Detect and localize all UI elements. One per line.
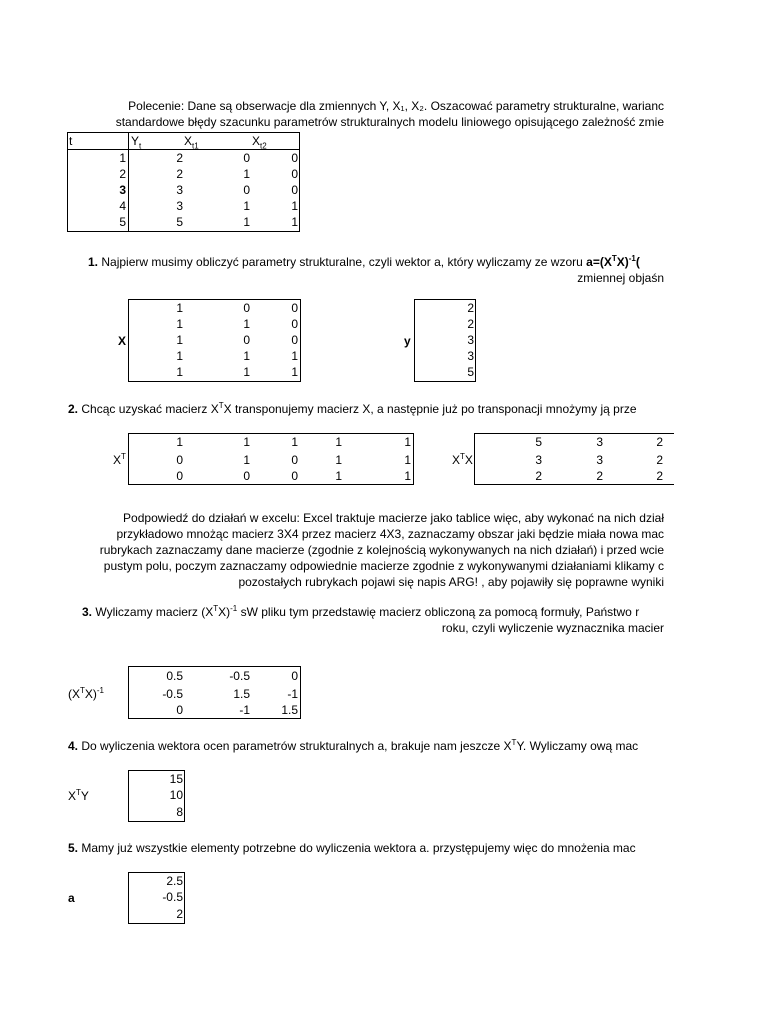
matrix-xt-cell: 1 — [335, 453, 342, 467]
table-cell: 5 — [119, 215, 126, 229]
matrix-xt-cell: 1 — [335, 435, 342, 449]
table-cell: 3 — [176, 199, 183, 213]
table-cell: 1 — [243, 215, 250, 229]
intro-line-2: standardowe błędy szacunku parametrów strukturalnych modelu liniowego opisującego zależność zmie — [115, 115, 664, 129]
step-2-text: 2. Chcąc uzyskać macierz $X^TX$ transponujemy macierz X, a następnie już po transponacji mnożymy ją prze — [68, 401, 637, 416]
vector-a-cell: 2.5 — [166, 874, 183, 888]
vector-xty-cell: 10 — [169, 788, 183, 802]
matrix-x-cell: 1 — [243, 365, 250, 379]
vector-xty-label: $X^TY$ — [68, 788, 89, 803]
matrix-x-cell: 1 — [243, 349, 250, 363]
table-cell: 1 — [119, 151, 126, 165]
table-cell: 0 — [243, 183, 250, 197]
table-cell: 1 — [243, 167, 250, 181]
hint-line-4: pustym polu, poczym zaznaczamy odpowiednie macierze zgodnie z wykonywanymi działaniami klikamy c — [103, 559, 664, 573]
matrix-x-cell: 1 — [176, 365, 183, 379]
matrix-inverse-cell: 0.5 — [166, 669, 183, 683]
step-4-text: 4. Do wyliczenia wektora ocen parametrów strukturalnych a, brakuje nam jeszcze $X^TY$. Wyliczamy ową mac — [68, 738, 639, 753]
table-column-divider — [128, 132, 129, 232]
matrix-x-cell: 1 — [291, 349, 298, 363]
hint-line-5: pozostałych rubrykach pojawi się napis ARG! , aby pojawiły się poprawne wyniki — [238, 575, 664, 589]
table-cell: 4 — [119, 199, 126, 213]
matrix-xt-cell: 1 — [404, 453, 411, 467]
matrix-x-cell: 0 — [243, 333, 250, 347]
vector-a-label: a — [68, 891, 75, 905]
vector-y-label: y — [404, 334, 411, 348]
matrix-xtx-cell: 2 — [596, 469, 603, 483]
intro-line-1: Polecenie: Dane są obserwacje dla zmiennych Y, X₁, X₂. Oszacować parametry strukturalne, warianc — [128, 99, 664, 113]
matrix-xtx-cell: 2 — [656, 469, 663, 483]
matrix-xtx-cell: 2 — [656, 435, 663, 449]
matrix-inverse-cell: 0 — [176, 703, 183, 717]
matrix-x-label: X — [118, 334, 127, 348]
matrix-x-cell: 0 — [243, 301, 250, 315]
matrix-inverse-cell: -1 — [287, 687, 298, 701]
matrix-xtx-cell: 3 — [596, 453, 603, 467]
hint-line-2: przykładowo mnożąc macierz 3X4 przez macierz 4X3, zaznaczamy obszar jaki będzie miała nowa mac — [116, 527, 664, 541]
matrix-inverse-cell: 0 — [291, 669, 298, 683]
table-cell: 0 — [291, 183, 298, 197]
table-cell: 3 — [119, 183, 126, 197]
vector-y-cell: 3 — [467, 349, 474, 363]
vector-a-cell: -0.5 — [162, 890, 183, 904]
matrix-inverse-cell: 1.5 — [233, 687, 250, 701]
matrix-xt-cell: 1 — [404, 469, 411, 483]
table-cell: 2 — [176, 151, 183, 165]
table-cell: 0 — [291, 167, 298, 181]
table-cell: 1 — [243, 199, 250, 213]
matrix-xt-cell: 0 — [243, 469, 250, 483]
matrix-xt-cell: 1 — [404, 435, 411, 449]
matrix-x-cell: 1 — [291, 365, 298, 379]
matrix-inverse-cell: -0.5 — [162, 687, 183, 701]
table-cell: 2 — [176, 167, 183, 181]
matrix-xt-cell: 0 — [291, 453, 298, 467]
table-cell: 2 — [119, 167, 126, 181]
matrix-xtx-cell: 3 — [596, 435, 603, 449]
header-t: t — [69, 134, 73, 148]
table-cell: 0 — [291, 151, 298, 165]
matrix-xt-cell: 1 — [176, 435, 183, 449]
step-1-text-line-2: zmiennej objaśn — [577, 271, 664, 285]
matrix-inverse-cell: 1.5 — [281, 703, 298, 717]
header-x2: $X_{t2}$ — [252, 134, 267, 151]
hint-line-3: rubrykach zaznaczamy dane macierze (zgodnie z kolejnością wykonywanych na nich działań) i przed wcie — [99, 543, 664, 557]
matrix-xt-cell: 1 — [243, 453, 250, 467]
matrix-xt-cell: 0 — [176, 469, 183, 483]
matrix-xtx-cell: 2 — [535, 469, 542, 483]
matrix-inverse-cell: -1 — [239, 703, 250, 717]
table-cell: 0 — [243, 151, 250, 165]
table-cell: 1 — [291, 199, 298, 213]
matrix-xt-label: $X^T$ — [113, 452, 126, 467]
matrix-x-cell: 0 — [291, 301, 298, 315]
matrix-x-cell: 0 — [291, 333, 298, 347]
vector-y-cell: 2 — [467, 317, 474, 331]
table-cell: 5 — [176, 215, 183, 229]
vector-y-cell: 5 — [467, 365, 474, 379]
matrix-xt-cell: 1 — [291, 435, 298, 449]
matrix-inverse-cell: -0.5 — [229, 669, 250, 683]
matrix-xtx-cell: 5 — [535, 435, 542, 449]
matrix-xtx-cell: 2 — [656, 453, 663, 467]
table-cell: 3 — [176, 183, 183, 197]
vector-y-cell: 2 — [467, 301, 474, 315]
matrix-xt-cell: 0 — [176, 453, 183, 467]
vector-xty-cell: 15 — [169, 772, 183, 786]
matrix-inverse-label: $(X^TX)^{-1}$ — [68, 686, 105, 701]
matrix-x-cell: 1 — [243, 317, 250, 331]
matrix-xtx-cell: 3 — [535, 453, 542, 467]
matrix-x-cell: 1 — [176, 317, 183, 331]
header-y: $Y_t$ — [131, 134, 142, 151]
matrix-x-cell: 1 — [176, 349, 183, 363]
vector-a-cell: 2 — [176, 907, 183, 921]
matrix-xt-cell: 1 — [243, 435, 250, 449]
matrix-x-cell: 1 — [176, 301, 183, 315]
matrix-x-cell: 0 — [291, 317, 298, 331]
vector-y-cell: 3 — [467, 333, 474, 347]
hint-line-1: Podpowiedź do działań w excelu: Excel traktuje macierze jako tablice więc, aby wykonać na nich dział — [123, 511, 664, 525]
matrix-x-cell: 1 — [176, 333, 183, 347]
step-1-text: 1. Najpierw musimy obliczyć parametry strukturalne, czyli wektor a, który wyliczamy ze wzoru $a=(X^TX)^{-1}$( — [88, 254, 640, 269]
step-5-text: 5. Mamy już wszystkie elementy potrzebne do wyliczenia wektora a. przystępujemy więc do mnożenia mac — [68, 841, 636, 855]
table-cell: 1 — [291, 215, 298, 229]
header-x1: $X_{t1}$ — [184, 134, 199, 151]
matrix-xtx-label: $X^TX$ — [452, 452, 473, 467]
step-3-text-line-2: roku, czyli wyliczenie wyznacznika macier — [441, 621, 664, 635]
vector-xty-cell: 8 — [176, 805, 183, 819]
matrix-xt-cell: 0 — [291, 469, 298, 483]
matrix-xt-cell: 1 — [335, 469, 342, 483]
step-3-text: 3. Wyliczamy macierz $(X^TX)^{-1}$ sW pliku tym przedstawię macierz obliczoną za pomocą formuły, Państwo r — [82, 604, 640, 619]
